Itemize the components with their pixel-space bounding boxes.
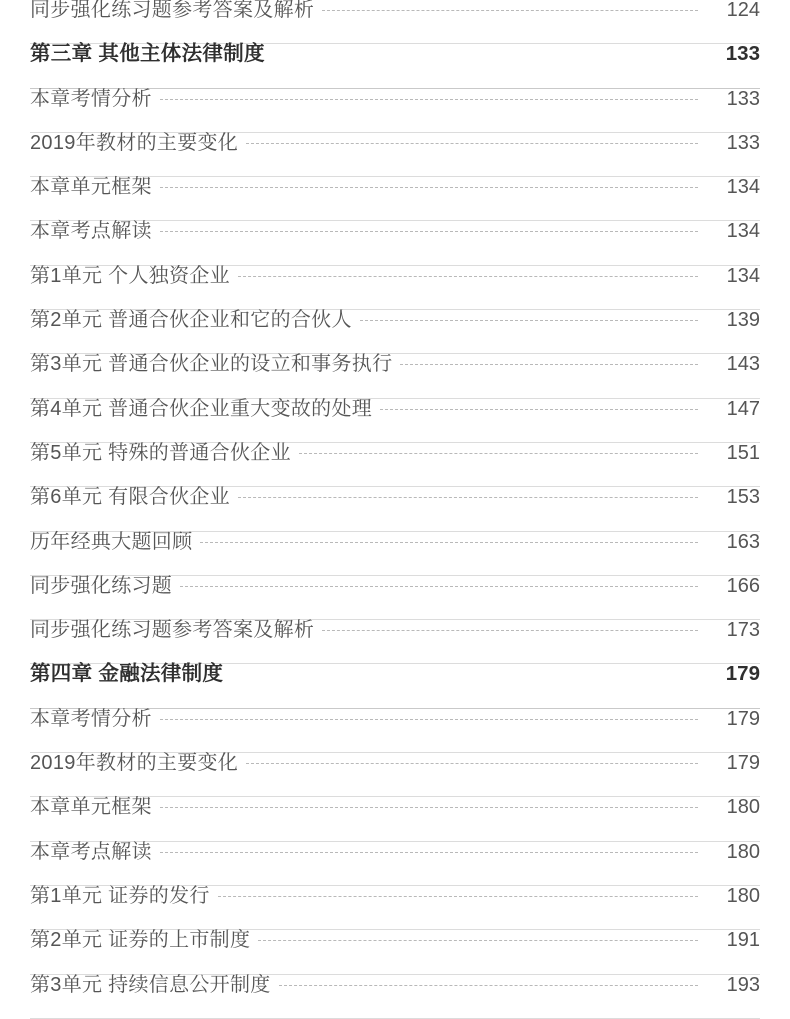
toc-entry-page-number: 193 bbox=[726, 973, 760, 996]
toc-entry-row[interactable] bbox=[0, 930, 790, 974]
toc-chapter-row[interactable] bbox=[0, 44, 790, 88]
toc-leader-dots bbox=[246, 763, 698, 764]
toc-leader-dots bbox=[238, 497, 698, 498]
toc-entry-row[interactable] bbox=[0, 89, 790, 133]
toc-entry-page-number: 133 bbox=[725, 42, 760, 66]
toc-entry-title: 第5单元 特殊的普通合伙企业 bbox=[30, 441, 291, 464]
toc-entry-title: 本章单元框架 bbox=[30, 176, 152, 199]
toc-entry-page-number: 153 bbox=[726, 486, 760, 509]
toc-entry-page-number: 151 bbox=[726, 441, 760, 464]
toc-entry-title: 第四章 金融法律制度 bbox=[30, 662, 224, 686]
toc-entry-page-number: 133 bbox=[726, 131, 760, 154]
toc-entry-title: 第4单元 普通合伙企业重大变故的处理 bbox=[30, 397, 373, 420]
toc-entry-row[interactable] bbox=[0, 354, 790, 398]
toc-leader-dots bbox=[238, 276, 698, 277]
toc-entry-title: 同步强化练习题参考答案及解析 bbox=[30, 619, 315, 642]
toc-entry-page-number: 179 bbox=[726, 707, 760, 730]
toc-leader-dots bbox=[380, 409, 698, 410]
toc-entry-page-number: 143 bbox=[726, 353, 760, 376]
toc-leader-dots bbox=[246, 143, 698, 144]
toc-leader-dots bbox=[299, 453, 698, 454]
toc-entry-title: 第三章 其他主体法律制度 bbox=[30, 42, 265, 66]
toc-entry-title: 第1单元 证券的发行 bbox=[30, 884, 210, 907]
toc-leader-dots bbox=[160, 231, 698, 232]
toc-leader-dots bbox=[279, 985, 698, 986]
toc-entry-page-number: 179 bbox=[725, 662, 760, 686]
toc-entry-page-number: 124 bbox=[726, 0, 760, 21]
toc-entry-title: 本章考情分析 bbox=[30, 87, 152, 110]
toc-entry-row[interactable] bbox=[0, 0, 790, 44]
toc-entry-row[interactable] bbox=[0, 266, 790, 310]
toc-entry-title: 同步强化练习题 bbox=[30, 574, 173, 597]
toc-entry-page-number: 180 bbox=[726, 884, 760, 907]
toc-leader-dots bbox=[160, 807, 698, 808]
toc-entry-row[interactable] bbox=[0, 177, 790, 221]
toc-leader-dots bbox=[218, 896, 698, 897]
toc-entry-page-number: 179 bbox=[726, 752, 760, 775]
toc-entry-row[interactable] bbox=[0, 975, 790, 1019]
toc-leader-dots bbox=[200, 542, 698, 543]
toc-leader-dots bbox=[180, 586, 698, 587]
toc-entry-page-number: 134 bbox=[726, 176, 760, 199]
toc-entry-row[interactable] bbox=[0, 620, 790, 664]
toc-entry-page-number: 163 bbox=[726, 530, 760, 553]
toc-entry-row[interactable] bbox=[0, 842, 790, 886]
toc-leader-dots bbox=[360, 320, 698, 321]
toc-entry-row[interactable] bbox=[0, 487, 790, 531]
toc-entry-page-number: 133 bbox=[726, 87, 760, 110]
toc-entry-row[interactable] bbox=[0, 709, 790, 753]
toc-entry-title: 本章考情分析 bbox=[30, 707, 152, 730]
toc-entry-row[interactable] bbox=[0, 221, 790, 265]
toc-leader-dots bbox=[160, 187, 698, 188]
toc-entry-page-number: 191 bbox=[726, 929, 760, 952]
toc-leader-dots bbox=[160, 852, 698, 853]
toc-entry-title: 2019年教材的主要变化 bbox=[30, 131, 239, 154]
toc-entry-page-number: 134 bbox=[726, 264, 760, 287]
toc-leader-dots bbox=[258, 940, 698, 941]
toc-entry-page-number: 147 bbox=[726, 397, 760, 420]
toc-chapter-row[interactable] bbox=[0, 664, 790, 708]
toc-entry-title: 第2单元 证券的上市制度 bbox=[30, 929, 251, 952]
toc-entry-page-number: 173 bbox=[726, 619, 760, 642]
toc-leader-dots bbox=[400, 364, 698, 365]
toc-entry-title: 第6单元 有限合伙企业 bbox=[30, 486, 230, 509]
toc-entry-title: 历年经典大题回顾 bbox=[30, 530, 193, 553]
toc-entry-row[interactable] bbox=[0, 133, 790, 177]
toc-entry-page-number: 139 bbox=[726, 309, 760, 332]
toc-entry-row[interactable] bbox=[0, 886, 790, 930]
toc-entry-title: 第2单元 普通合伙企业和它的合伙人 bbox=[30, 309, 352, 332]
toc-entry-title: 本章考点解读 bbox=[30, 220, 152, 243]
toc-leader-dots bbox=[322, 630, 698, 631]
toc-entry-page-number: 166 bbox=[726, 574, 760, 597]
toc-entry-page-number: 180 bbox=[726, 840, 760, 863]
toc-leader-dots bbox=[160, 99, 698, 100]
toc-entry-title: 同步强化练习题参考答案及解析 bbox=[30, 0, 315, 21]
toc-entry-title: 第3单元 普通合伙企业的设立和事务执行 bbox=[30, 353, 393, 376]
toc-entry-row[interactable] bbox=[0, 753, 790, 797]
toc-entry-title: 第1单元 个人独资企业 bbox=[30, 264, 230, 287]
toc-entry-row[interactable] bbox=[0, 399, 790, 443]
toc-entry-row[interactable] bbox=[0, 443, 790, 487]
toc-entry-row[interactable] bbox=[0, 532, 790, 576]
toc-entry-page-number: 134 bbox=[726, 220, 760, 243]
toc-entry-row[interactable] bbox=[0, 576, 790, 620]
toc-entry-title: 本章单元框架 bbox=[30, 796, 152, 819]
toc-entry-row[interactable] bbox=[0, 310, 790, 354]
toc-entry-page-number: 180 bbox=[726, 796, 760, 819]
toc-entry-row[interactable] bbox=[0, 797, 790, 841]
toc-entry-title: 第3单元 持续信息公开制度 bbox=[30, 973, 271, 996]
toc-entry-title: 2019年教材的主要变化 bbox=[30, 752, 239, 775]
toc-leader-dots bbox=[160, 719, 698, 720]
toc-entry-title: 本章考点解读 bbox=[30, 840, 152, 863]
toc-leader-dots bbox=[322, 10, 698, 11]
